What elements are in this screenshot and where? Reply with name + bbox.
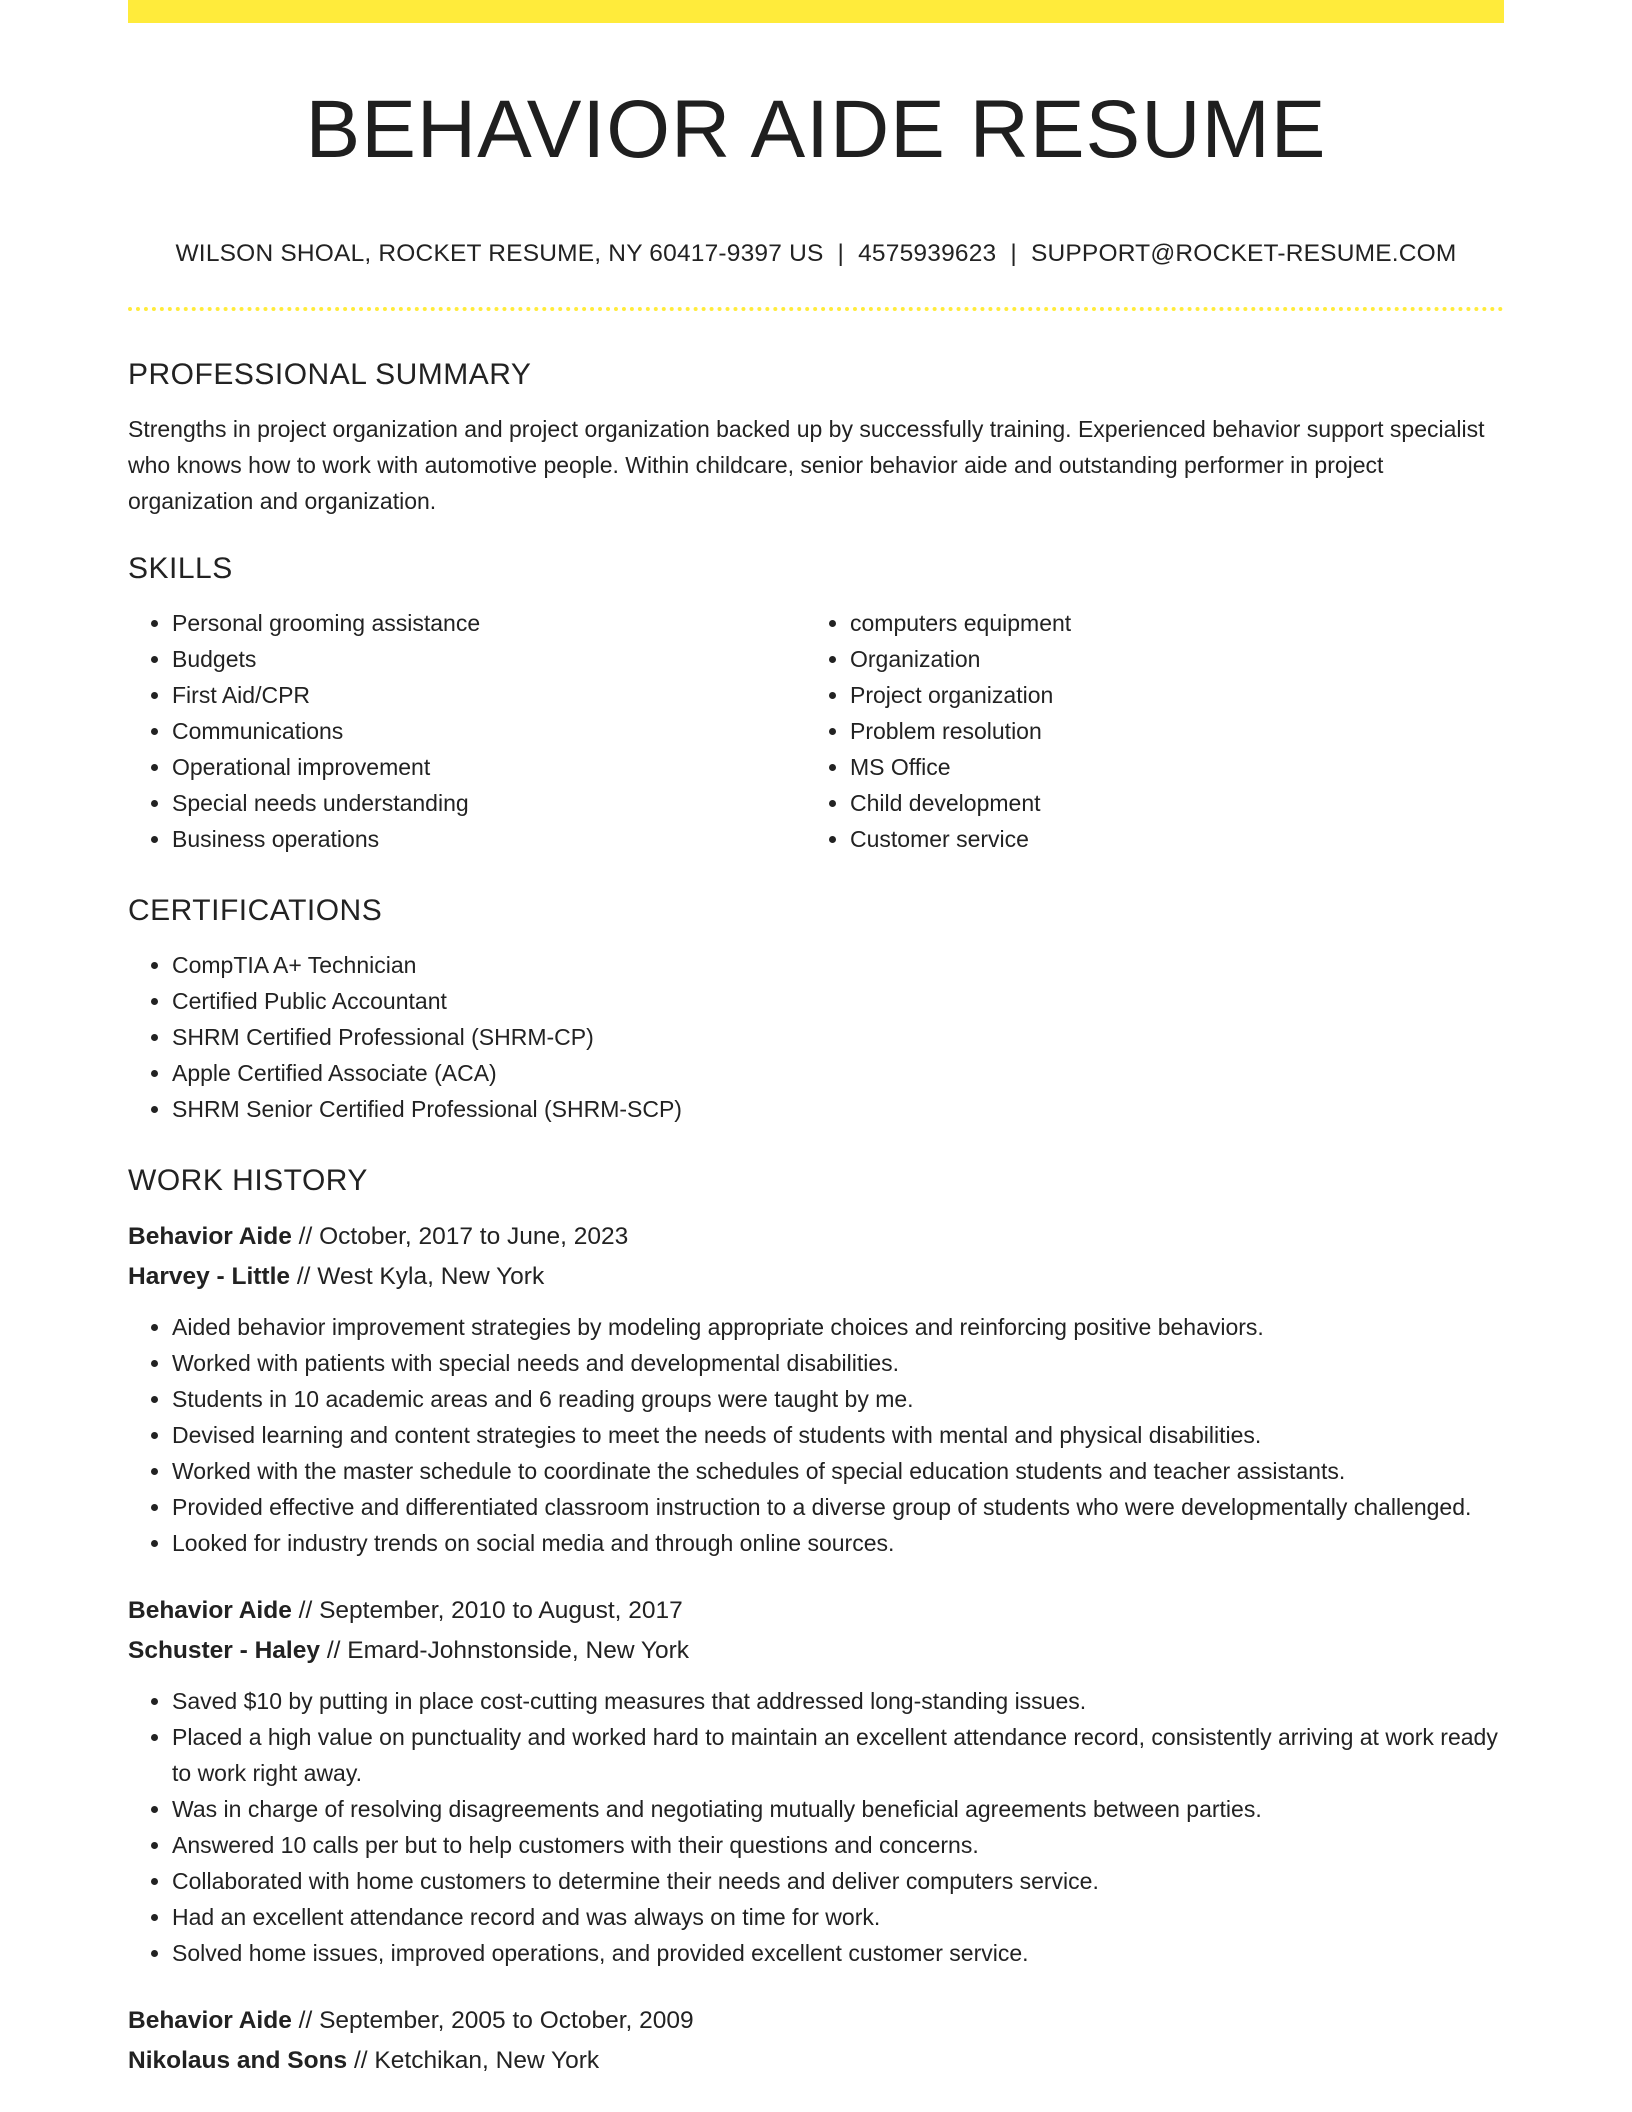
certifications-list [128,947,1504,1127]
job-duty-item: • Solved home issues, improved operations, and provided excellent customer service. [172,1935,1504,1971]
skill-item: • Business operations [172,821,806,857]
certifications-heading: CERTIFICATIONS [128,894,383,927]
job-company: Schuster - Haley [128,1637,320,1664]
skills-column-left [128,605,806,857]
job-entry [128,1217,1504,1561]
job-location: // West Kyla, New York [296,1263,545,1290]
contact-separator: | [1010,240,1017,267]
certification-item: • SHRM Certified Professional (SHRM-CP) [172,1019,1504,1055]
skill-item: • Personal grooming assistance [172,605,806,641]
skills-column-right [806,605,1484,857]
skills-list-left [128,605,806,857]
contact-email[interactable]: SUPPORT@ROCKET-RESUME.COM [1030,240,1457,267]
job-location: // Ketchikan, New York [354,2047,600,2074]
certification-item: • Certified Public Accountant [172,983,1504,1019]
header-divider [128,307,1504,311]
contact-phone[interactable]: 4575939623 [858,240,997,267]
job-dates: // October, 2017 to June, 2023 [298,1223,629,1250]
job-company-line [128,1631,1504,1671]
job-title: Behavior Aide [128,2007,292,2034]
job-title: Behavior Aide [128,1597,292,1624]
job-dates: // September, 2005 to October, 2009 [298,2007,694,2034]
contact-separator: | [837,240,845,267]
job-title-line [128,1591,1504,1631]
job-duty-item: • Answered 10 calls per but to help customers with their questions and concerns. [172,1827,1504,1863]
resume-body [128,353,1504,2081]
skill-item: • Communications [172,713,806,749]
certification-item: • SHRM Senior Certified Professional (SHRM-SCP) [172,1091,1504,1127]
job-duties-list [128,1309,1504,1561]
certification-item: • CompTIA A+ Technician [172,947,1504,983]
job-duty-item: • Aided behavior improvement strategies by modeling appropriate choices and reinforcing positive behaviors. [172,1309,1504,1345]
job-duty-item: • Collaborated with home customers to determine their needs and deliver computers service. [172,1863,1504,1899]
job-entry [128,1591,1504,1971]
skill-item: • computers equipment [850,605,1484,641]
job-company: Harvey - Little [128,1263,291,1290]
summary-text: Strengths in project organization and project organization backed up by successfully training. Experienced behavior support specialist who knows how to work with automotive people. Within childcare, senior behavior aide and outstanding performer in project organization and organization. [128,416,1485,514]
certifications-section [128,889,1504,1127]
job-duty-item: • Worked with patients with special needs and developmental disabilities. [172,1345,1504,1381]
job-location: // Emard-Johnstonside, New York [326,1637,690,1664]
job-duty-item: • Saved $10 by putting in place cost-cutting measures that addressed long-standing issues. [172,1683,1504,1719]
job-duty-item: • Was in charge of resolving disagreements and negotiating mutually beneficial agreements between parties. [172,1791,1504,1827]
job-duty-item: • Provided effective and differentiated classroom instruction to a diverse group of students who were developmentally challenged. [172,1489,1504,1525]
skill-item: • Organization [850,641,1484,677]
skill-item: • Problem resolution [850,713,1484,749]
job-title-line [128,2001,1504,2041]
skill-item: • Project organization [850,677,1484,713]
top-accent-bar [128,0,1504,23]
work-history-heading: WORK HISTORY [128,1164,368,1197]
certification-item: • Apple Certified Associate (ACA) [172,1055,1504,1091]
skill-item: • MS Office [850,749,1484,785]
skill-item: • Child development [850,785,1484,821]
job-company-line [128,2041,1504,2081]
job-entry [128,2001,1504,2081]
summary-section [128,353,1504,519]
skills-list-right [806,605,1484,857]
job-duties-list [128,1683,1504,1971]
job-duty-item: • Worked with the master schedule to coordinate the schedules of special education students and teacher assistants. [172,1453,1504,1489]
skill-item: • Customer service [850,821,1484,857]
job-title: Behavior Aide [128,1223,292,1250]
job-company: Nikolaus and Sons [128,2047,348,2074]
contact-line [128,236,1504,272]
job-dates: // September, 2010 to August, 2017 [298,1597,683,1624]
skill-item: • Budgets [172,641,806,677]
job-duty-item: • Placed a high value on punctuality and worked hard to maintain an excellent attendance record, consistently arriving at work ready to work right away. [172,1719,1504,1791]
contact-address: WILSON SHOAL, ROCKET RESUME, NY 60417-9397 US [175,240,824,267]
work-history-section [128,1159,1504,2081]
skill-item: • First Aid/CPR [172,677,806,713]
skills-section [128,547,1504,857]
skills-columns [128,605,1504,857]
job-duty-item: • Had an excellent attendance record and was always on time for work. [172,1899,1504,1935]
resume-title: BEHAVIOR AIDE RESUME [305,84,1327,175]
job-duty-item: • Devised learning and content strategies to meet the needs of students with mental and physical disabilities. [172,1417,1504,1453]
job-title-line [128,1217,1504,1257]
skill-item: • Special needs understanding [172,785,806,821]
skills-heading: SKILLS [128,552,233,585]
job-company-line [128,1257,1504,1297]
job-duty-item: • Looked for industry trends on social media and through online sources. [172,1525,1504,1561]
job-duty-item: • Students in 10 academic areas and 6 reading groups were taught by me. [172,1381,1504,1417]
skill-item: • Operational improvement [172,749,806,785]
summary-heading: PROFESSIONAL SUMMARY [128,358,532,391]
